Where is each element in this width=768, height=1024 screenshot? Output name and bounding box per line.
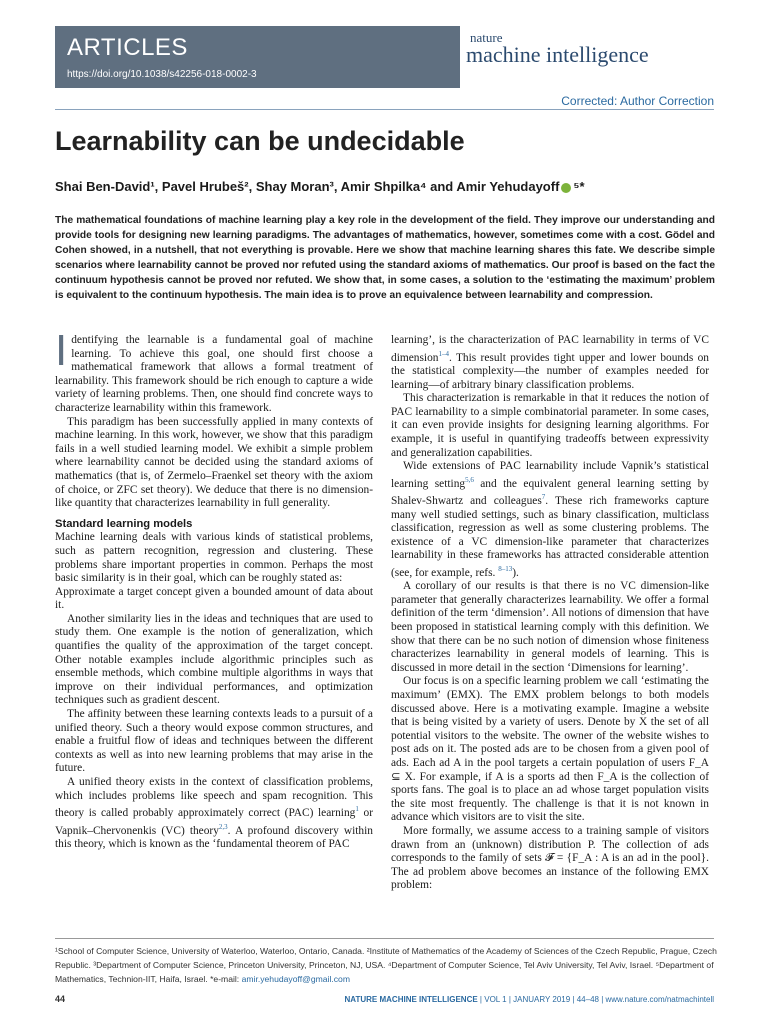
page-number: 44 xyxy=(55,994,66,1004)
page-footer xyxy=(55,994,714,1004)
reference-link[interactable]: 7 xyxy=(541,493,546,502)
drop-cap: I xyxy=(55,326,68,375)
body-column-right xyxy=(391,334,709,893)
reference-link[interactable]: 1 xyxy=(355,805,359,814)
footer-citation xyxy=(345,995,714,1004)
top-divider xyxy=(55,109,714,110)
reference-link[interactable]: 1–4 xyxy=(438,349,449,358)
orcid-icon[interactable] xyxy=(561,183,571,193)
section-banner xyxy=(55,26,460,88)
section-label: ARTICLES xyxy=(67,34,188,61)
abstract: The mathematical foundations of machine learning play a key role in the development of the field. They improve our understanding and provide tools for designing new learning paradigms. The advantages of mathematics, however, sometimes come with a cost. Gödel and Cohen showed, in a nutshell, that not everything is provable. Here we show that machine learning shares this fate. We describe simple scenarios where learnability cannot be proved nor refuted using the standard axioms of mathematics. Our proof is based on the fact the continuum hypothesis cannot be proved nor refuted. We show that, in some cases, a solution to the ‘estimating the maximum’ problem is equivalent to the continuum hypothesis. The main idea is to prove an equivalence between learnability and compression. xyxy=(55,215,715,301)
journal-url[interactable]: www.nature.com/natmachintell xyxy=(605,995,714,1004)
paragraph: This paradigm has been successfully applied in many contexts of machine learning. In this work, however, we show that this paradigm fails in a well studied learning model. We exhibit a simple problem where learnability cannot be decided using the standard axioms of mathematics (that is, of Zermelo–Fraenkel set theory with the axiom of choice, or ZFC set theory). We deduce that there is no dimension-like quantity that characterizes learnability in full generality. xyxy=(55,415,373,510)
paragraph: learning’, is the characterization of PAC learnability in terms of VC dimension$^{1-4}$. This result provides tight upper and lower bounds on the statistical complexity—the number of examples needed for learning—of arbitrary binary classification problems. xyxy=(391,334,709,391)
paragraph: Our focus is on a specific learning problem we call ‘estimating the maximum’ (EMX). The EMX problem belongs to both models discussed above. Here is a motivating example. Imagine a website that is being visited by a variety of users. Denote by X the set of all potential visitors to the website. The owner of the website wishes to post ads on it. The posted ads are to be chosen from a given pool of ads. Each ad A in the pool targets a certain population of users F_A ⊆ X. For example, if A is a sports ad then F_A is the collection of sports fans. The goal is to place an ad whose target population visits the site most frequently. The challenge is that it is not known in advance which visitors are to visit the site. xyxy=(391,675,709,824)
reference-link[interactable]: 2,3 xyxy=(218,822,228,831)
footnote-divider xyxy=(55,938,714,939)
journal-name: NATURE MACHINE INTELLIGENCE xyxy=(344,995,478,1004)
paragraph: Wide extensions of PAC learnability include Vapnik’s statistical learning setting$^{5,6}$ and the equivalent general learning setting by Shalev-Shwartz and colleagues$^7$. These rich frameworks capture many well studied settings, such as binary classification, multiclass classification, regression as well as some clustering problems. The existence of a VC dimension-like parameter that characterizes learnability in these frameworks has attracted considerable attention (see, for example, refs. $^{8-13}$). xyxy=(391,460,709,579)
affiliations: ¹School of Computer Science, University of Waterloo, Waterloo, Ontario, Canada. ²Institute of Mathematics of the Academy of Sciences of the Czech Republic, Prague, Czech Republic. ³Department of Computer Science, Princeton University, Princeton, NJ, USA. ⁴Department of Computer Science, Tel Aviv University, Tel Aviv, Israel. ⁵Department of Mathematics, Technion-IIT, Haifa, Israel. *e-mail: amir.yehudayoff@gmail.com xyxy=(55,946,717,984)
doi-link[interactable]: https://doi.org/10.1038/s42256-018-0002-3 xyxy=(67,69,257,80)
brand-small: nature xyxy=(470,30,503,45)
paragraph: Another similarity lies in the ideas and techniques that are used to study them. One example is the notion of generalization, which quantifies the quality of the approximation of the target concept. Other notable examples include algorithmic principles such as ensemble methods, which combine multiple algorithms in ways that improve on their individual performances, and optimization techniques such as gradient descent. xyxy=(55,612,373,707)
paragraph: Machine learning deals with various kinds of statistical problems, such as pattern recognition, regression and clustering. These problems share important properties in common. Perhaps the most basic similarity is in their goal, which can be roughly stated as: xyxy=(55,531,373,585)
section-heading: Standard learning models xyxy=(55,517,193,530)
article-title: Learnability can be undecidable xyxy=(55,126,465,156)
block-quote: Approximate a target concept given a bounded amount of data about it. xyxy=(55,585,373,612)
paragraph: The affinity between these learning contexts leads to a pursuit of a unified theory. Such a theory would expose common structures, and enable a fruitful flow of ideas and techniques between the different contexts as well as into new learning problems that may arise in the future. xyxy=(55,708,373,775)
author-list xyxy=(55,179,585,194)
brand-big: machine intelligence xyxy=(466,42,649,67)
email-link[interactable]: amir.yehudayoff@gmail.com xyxy=(241,974,350,984)
correction-link[interactable]: Corrected: Author Correction xyxy=(561,94,714,108)
paragraph: A corollary of our results is that there is no VC dimension-like parameter that generally characterizes learnability. We offer a formal definition of the term ‘dimension’. All notions of dimension that have been proposed in statistical learning comply with this definition. We show that there can be no such notion of dimension whose finiteness characterizes learnability in general models of learning. This is discussed in more detail in the section ‘Dimensions for learning’. xyxy=(391,580,709,674)
paragraph: A unified theory exists in the context of classification problems, which includes problems like speech and spam recognition. This theory is called probably approximately correct (PAC) learning$^1$ or Vapnik–Chervonenkis (VC) theory$^{2,3}$. A profound discovery within this theory, which is known as the ‘fundamental theorem of PAC xyxy=(55,776,373,850)
reference-link[interactable]: 8–13 xyxy=(498,564,513,573)
authors-text: Shai Ben-David¹, Pavel Hrubeš², Shay Moran³, Amir Shpilka⁴ and Amir Yehudayoff xyxy=(55,179,560,194)
paragraph: More formally, we assume access to a training sample of visitors drawn from an (unknown) distribution P. The collection of ads corresponds to the family of sets 𝓕 = {F_A : A is an ad in the pool}. The ad problem above becomes an instance of the following EMX problem: xyxy=(391,824,709,892)
body-column-left xyxy=(55,326,373,852)
issue-info: | VOL 1 | JANUARY 2019 | 44–48 | xyxy=(477,995,606,1004)
paragraph: This characterization is remarkable in that it reduces the notion of PAC learnability to a simple combinatorial parameter. In some cases, it can even provide insights for designing learning algorithms. For example, it is useful in quantifying tradeoffs between expressivity and generalization capabilities. xyxy=(391,392,709,459)
authors-suffix: ⁵* xyxy=(573,179,585,194)
reference-link[interactable]: 5,6 xyxy=(465,475,474,484)
journal-brand[interactable] xyxy=(466,30,716,68)
paragraph: Identifying the learnable is a fundamental goal of machine learning. To achieve this goal, one should first choose a mathematical framework that allows a formal treatment of learnability. This framework should be rich enough to capture a wide variety of learning problems. Then, one should find concrete ways to characterize learnability within this framework. xyxy=(55,326,373,414)
